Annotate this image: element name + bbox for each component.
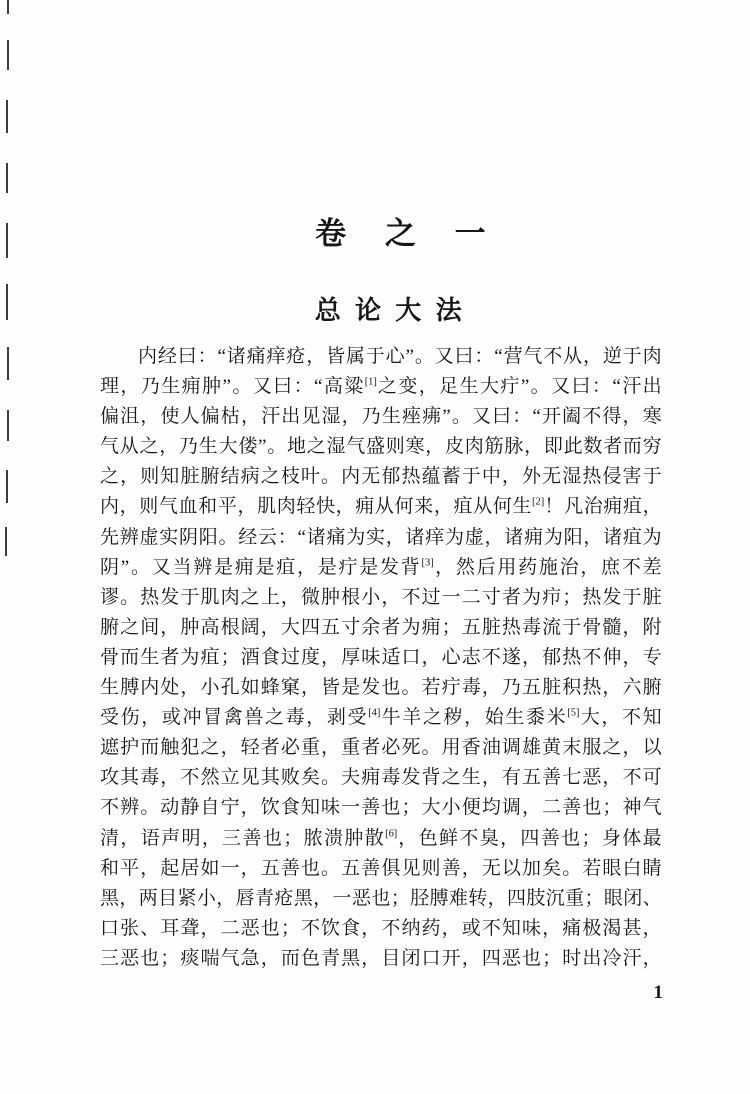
text-line: 攻其毒，不然立见其败矣。夫痈毒发背之生，有五善七恶，不可: [100, 767, 662, 789]
text-line: 骨而生者为疽；酒食过度，厚味适口，心志不遂，郁热不伸，专: [100, 646, 662, 668]
page-number: 1: [653, 982, 663, 1003]
text-line: 清，语声明，三善也；脓溃肿散[6]，色鲜不臭，四善也；身体最: [100, 827, 662, 849]
text-line: 不辨。动静自宁，饮食知味一善也；大小便均调，二善也；神气: [100, 797, 662, 819]
footnote-marker: [1]: [364, 376, 377, 388]
text-line: 腑之间，肿高根阔，大四五寸余者为痈；五脏热毒流于骨髓，附: [100, 616, 662, 638]
scan-mark: [6, 163, 8, 193]
text-line: 理，乃生痈肿”。又曰：“高粱[1]之变，足生大疔”。又曰：“汗出: [100, 376, 662, 398]
footnote-marker: [5]: [567, 707, 580, 719]
text-line: 先辨虚实阴阳。经云：“诸痛为实，诸痒为虚，诸痈为阳，诸疽为: [100, 526, 662, 548]
text-line: 遮护而触犯之，轻者必重，重者必死。用香油调雄黄末服之，以: [100, 737, 662, 759]
text-line: 内，则气血和平，肌肉轻快，痈从何来，疽从何生[2]！凡治痈疽，: [100, 496, 662, 518]
footnote-marker: [2]: [532, 497, 545, 509]
scan-mark: [7, 347, 9, 380]
text-line: 生膊内处，小孔如蜂窠，皆是发也。若疔毒，乃五脏积热，六腑: [100, 677, 662, 699]
scan-mark: [6, 470, 8, 503]
text-line: 之，则知脏腑结病之枝叶。内无郁热蕴蓄于中，外无湿热侵害于: [100, 466, 662, 488]
text-line: 口张、耳聋，二恶也；不饮食，不纳药，或不知味，痛极渴甚，: [100, 917, 662, 939]
text-line: 内经曰：“诸痛痒疮，皆属于心”。又曰：“营气不从，逆于肉: [138, 346, 662, 367]
footnote-marker: [3]: [421, 557, 434, 569]
volume-title: 卷之一: [315, 216, 525, 251]
text-line: 三恶也；痰喘气急，而色青黑，目闭口开，四恶也；时出冷汗，: [100, 947, 662, 969]
scan-mark: [7, 0, 9, 14]
scan-mark: [6, 223, 8, 258]
footnote-marker: [4]: [368, 707, 381, 719]
scan-mark: [6, 284, 8, 320]
text-line: 受伤，或冲冒禽兽之毒，剥受[4]牛羊之秽，始生黍米[5]大，不知: [100, 707, 662, 729]
text-line: 黑，两目紧小，唇青疮黑，一恶也；胫膊难转，四肢沉重；眼闭、: [100, 887, 663, 909]
scan-mark: [7, 40, 9, 70]
footnote-marker: [6]: [385, 828, 398, 840]
text-line: 和平，起居如一，五善也。五善俱见则善，无以加矣。若眼白睛: [100, 857, 662, 879]
text-line: 气从之，乃生大偻”。地之湿气盛则寒，皮肉筋脉，即此数者而穷: [100, 436, 662, 458]
text-line: 谬。热发于肌肉之上，微肿根小，不过一二寸者为疖；热发于脏: [100, 586, 662, 608]
text-line: 偏沮，使人偏枯，汗出见湿，乃生痤疿”。又曰：“开阖不得，寒: [100, 406, 662, 428]
scan-mark: [5, 527, 7, 556]
scan-mark: [7, 410, 9, 441]
text-line: 阴”。又当辨是痈是疽，是疔是发背[3]，然后用药施治，庶不差: [100, 556, 662, 578]
section-title: 总论大法: [314, 296, 476, 325]
scan-mark: [6, 100, 8, 133]
body-text: [100, 342, 662, 974]
